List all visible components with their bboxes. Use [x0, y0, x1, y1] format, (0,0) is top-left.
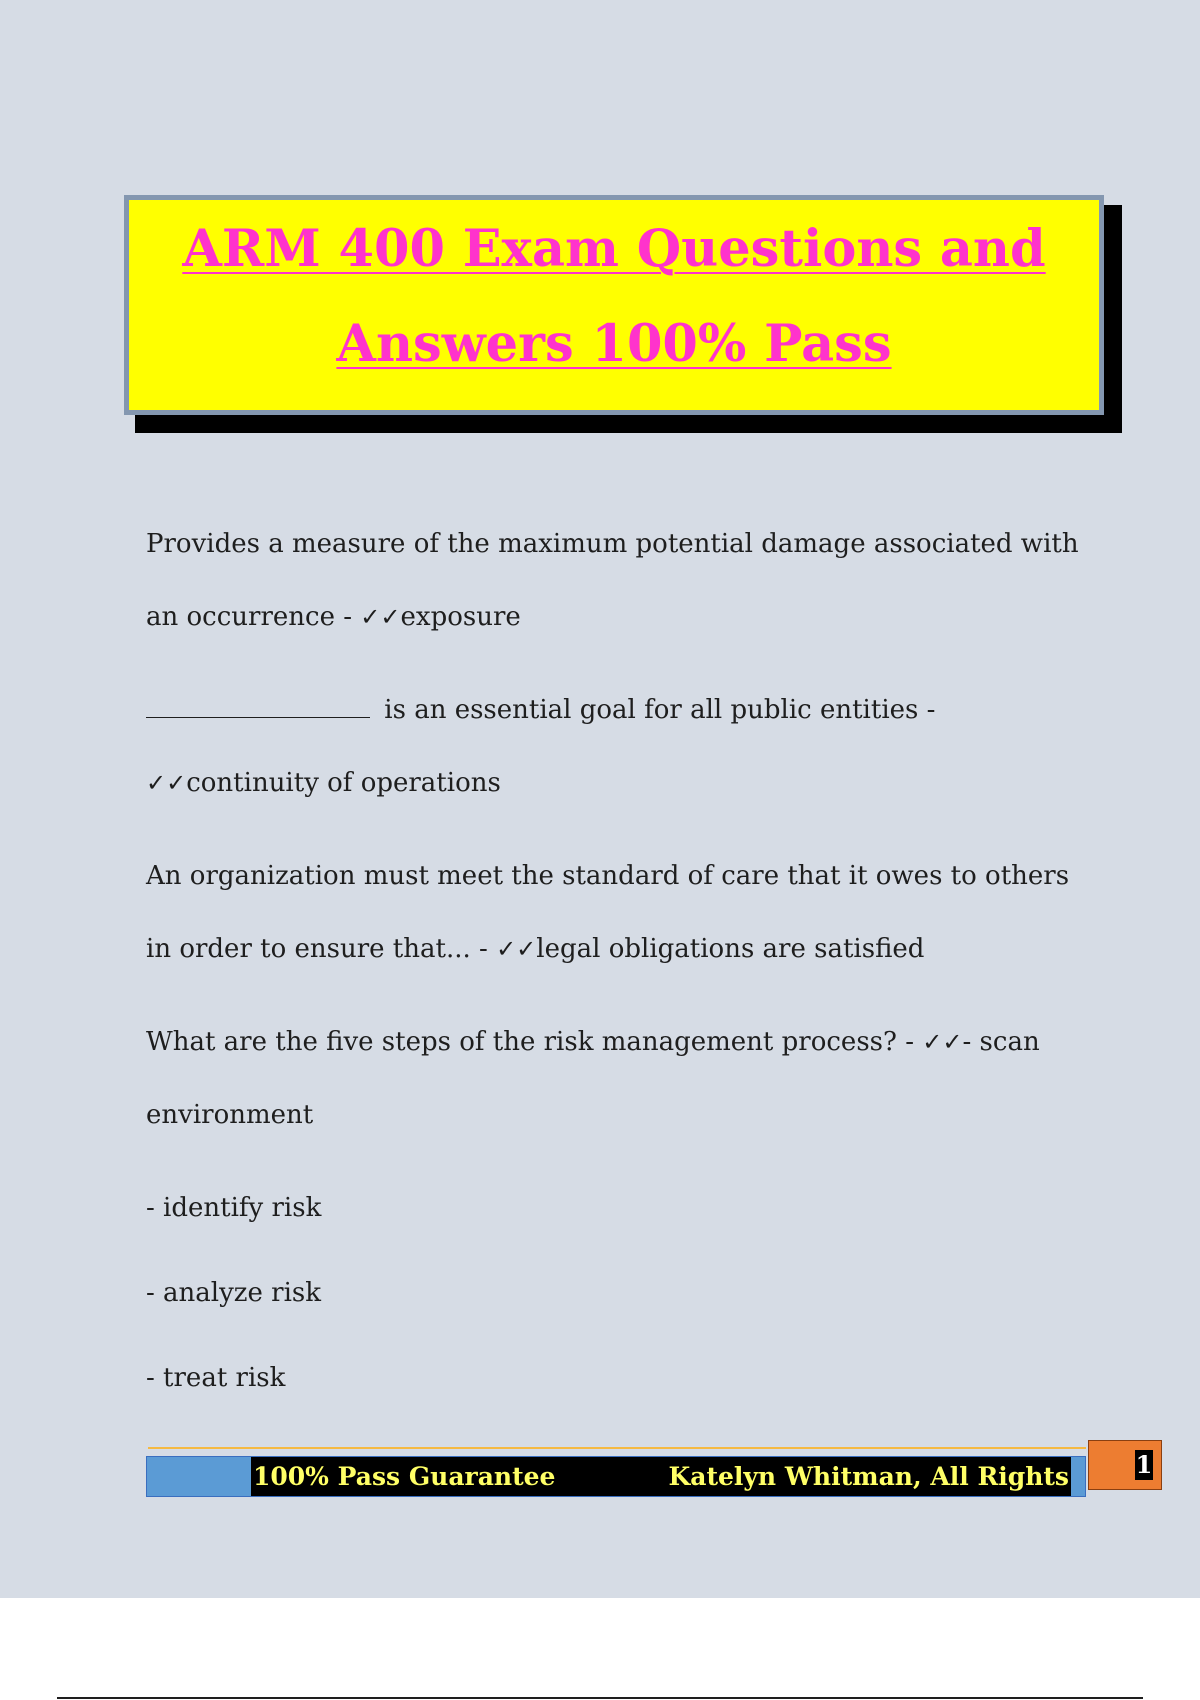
question-text: Provides a measure of the maximum potential damage associated with an occurrence -: [146, 529, 1079, 632]
checkmark-icon: ✓✓: [922, 1028, 963, 1056]
footer-right-text: Katelyn Whitman, All Rights: [668, 1462, 1069, 1491]
step-item: - analyze risk: [146, 1278, 321, 1308]
checkmark-icon: ✓✓: [146, 769, 187, 797]
footer-left-text: 100% Pass Guarantee: [253, 1462, 556, 1491]
title-box: [124, 195, 1104, 415]
checkmark-icon: ✓✓: [360, 603, 401, 631]
page-number-box: [1088, 1440, 1162, 1490]
footer-accent-left: [147, 1457, 251, 1496]
qa-item: [146, 840, 1086, 986]
answer-text: legal obligations are satisfied: [536, 934, 925, 964]
title-line-2: Answers 100% Pass: [336, 314, 892, 374]
fill-in-blank: [146, 695, 370, 718]
title-line-1: ARM 400 Exam Questions and: [182, 219, 1046, 279]
checkmark-icon: ✓✓: [496, 935, 537, 963]
question-text: An organization must meet the standard of care that it owes to others in order to ensure that... -: [146, 861, 1070, 964]
qa-item: [146, 674, 1086, 820]
footer-bar: [146, 1456, 1086, 1497]
qa-item: [146, 1006, 1086, 1152]
answer-text: exposure: [400, 602, 521, 632]
step-item: - treat risk: [146, 1363, 286, 1393]
step-item: - identify risk: [146, 1193, 322, 1223]
qa-item: [146, 508, 1086, 654]
page-bottom-rule: [57, 1697, 1143, 1699]
answer-text: - scan environment: [146, 1027, 1040, 1130]
answer-text: continuity of operations: [186, 768, 501, 798]
footer-divider: [148, 1447, 1086, 1449]
footer-accent-right: [1071, 1457, 1085, 1496]
question-text: What are the five steps of the risk management process? -: [146, 1027, 923, 1057]
question-text: is an essential goal for all public entities -: [376, 695, 936, 725]
page-number: 1: [1135, 1450, 1153, 1479]
qa-content: [146, 508, 1086, 1427]
